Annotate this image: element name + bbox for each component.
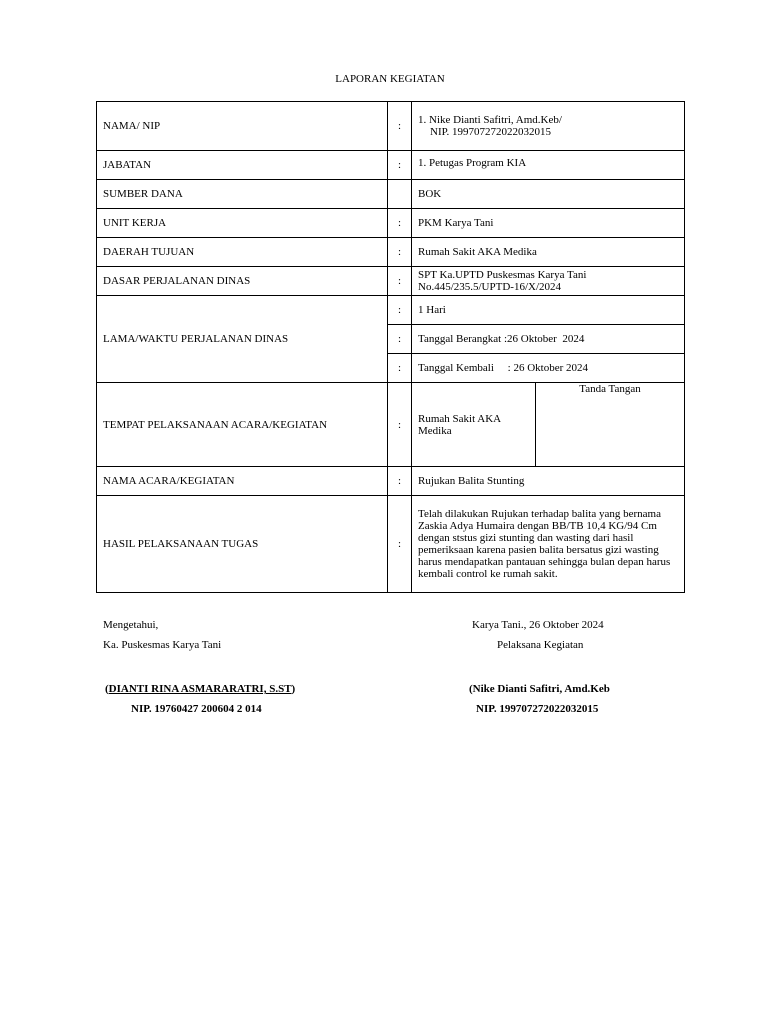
colon: :	[388, 467, 412, 496]
label-tempat-pelaksanaan: TEMPAT PELAKSANAAN ACARA/KEGIATAN	[97, 383, 388, 467]
colon: :	[388, 209, 412, 238]
value-tempat-cell	[412, 383, 685, 467]
value-dasar-line1: SPT Ka.UPTD Puskesmas Karya Tani	[418, 269, 587, 281]
colon: :	[388, 383, 412, 467]
value-hasil-pelaksanaan: Telah dilakukan Rujukan terhadap balita yang bernama Zaskia Adya Humaira dengan BB/TB 10,4 KG/94 Cm dengan ststus gizi stunting dan wasting dari hasil pemeriksaan karena pasien balita bersatus gizi wasting harus mendapatkan pantauan sehingga bulan depan harus kembali control ke rumah sakit.	[412, 496, 685, 593]
footer-pelaksana-name: (Nike Dianti Safitri, Amd.Keb	[469, 683, 610, 695]
footer-kepala-name	[105, 683, 295, 695]
row-lama-waktu	[97, 296, 685, 325]
value-jabatan: 1. Petugas Program KIA	[412, 151, 685, 180]
label-sumber-dana: SUMBER DANA	[97, 180, 388, 209]
label-hasil-pelaksanaan: HASIL PELAKSANAAN TUGAS	[97, 496, 388, 593]
value-durasi: 1 Hari	[412, 296, 685, 325]
row-dasar-perjalanan	[97, 267, 685, 296]
colon: :	[388, 496, 412, 593]
report-table	[96, 101, 685, 593]
label-nama-acara: NAMA ACARA/KEGIATAN	[97, 467, 388, 496]
signature-box	[535, 383, 684, 466]
footer-tempat-tanggal: Karya Tani., 26 Oktober 2024	[472, 619, 604, 631]
value-tanggal-kembali: Tanggal Kembali : 26 Oktober 2024	[412, 354, 685, 383]
colon-empty	[388, 180, 412, 209]
paren-open: (	[105, 683, 109, 695]
row-unit-kerja	[97, 209, 685, 238]
colon: :	[388, 151, 412, 180]
value-nama-line1: 1. Nike Dianti Safitri, Amd.Keb/	[418, 114, 562, 126]
row-daerah-tujuan	[97, 238, 685, 267]
footer-jabatan-kepala: Ka. Puskesmas Karya Tani	[103, 639, 222, 651]
footer-pelaksana-nip: NIP. 199707272022032015	[476, 703, 599, 715]
colon: :	[388, 325, 412, 354]
value-nama	[412, 102, 685, 151]
footer-kepala-nip: NIP. 19760427 200604 2 014	[131, 703, 262, 715]
signature-label: Tanda Tangan	[579, 383, 641, 395]
label-daerah-tujuan: DAERAH TUJUAN	[97, 238, 388, 267]
value-unit-kerja: PKM Karya Tani	[412, 209, 685, 238]
label-dasar-perjalanan: DASAR PERJALANAN DINAS	[97, 267, 388, 296]
colon: :	[388, 267, 412, 296]
colon: :	[388, 296, 412, 325]
kepala-name-text: DIANTI RINA ASMARARATRI, S.ST	[108, 683, 292, 695]
paren-close: )	[291, 683, 296, 695]
value-dasar-line2: No.445/235.5/UPTD-16/X/2024	[418, 281, 561, 293]
row-nama	[97, 102, 685, 151]
colon: :	[388, 102, 412, 151]
value-tanggal-berangkat: Tanggal Berangkat :26 Oktober 2024	[412, 325, 685, 354]
value-nip-line: NIP. 199707272022032015	[430, 126, 552, 138]
row-sumber-dana	[97, 180, 685, 209]
footer-mengetahui: Mengetahui,	[103, 619, 159, 631]
colon: :	[388, 354, 412, 383]
report-title: LAPORAN KEGIATAN	[335, 73, 445, 85]
value-sumber-dana: BOK	[412, 180, 685, 209]
row-tempat-pelaksanaan	[97, 383, 685, 467]
row-nama-acara	[97, 467, 685, 496]
value-daerah-tujuan: Rumah Sakit AKA Medika	[412, 238, 685, 267]
footer-pelaksana: Pelaksana Kegiatan	[497, 639, 584, 651]
label-jabatan: JABATAN	[97, 151, 388, 180]
label-unit-kerja: UNIT KERJA	[97, 209, 388, 238]
row-jabatan	[97, 151, 685, 180]
value-dasar-perjalanan	[412, 267, 685, 296]
label-nama: NAMA/ NIP	[97, 102, 388, 151]
value-tempat: Rumah Sakit AKA Medika	[418, 412, 501, 437]
row-hasil-pelaksanaan	[97, 496, 685, 593]
label-lama-waktu: LAMA/WAKTU PERJALANAN DINAS	[97, 296, 388, 383]
value-nama-acara: Rujukan Balita Stunting	[412, 467, 685, 496]
colon: :	[388, 238, 412, 267]
